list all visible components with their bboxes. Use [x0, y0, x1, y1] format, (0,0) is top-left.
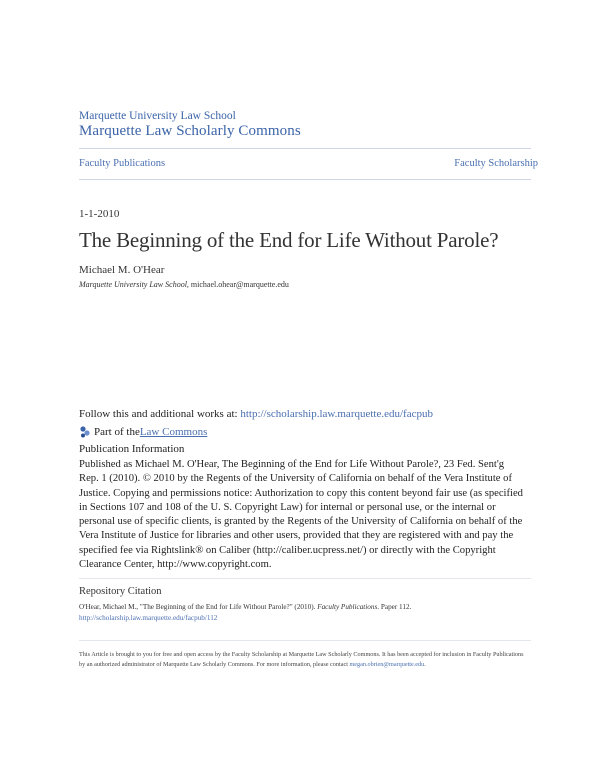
author-affiliation	[79, 280, 289, 289]
footer-text: This Article is brought to you for free and open access by the Faculty Scholarship at Marquette Law Scholarly Commons. It has been accepted for inclusion in Faculty Publications by an authorized administrator of Marquette Law Scholarly Commons. For more information, please contact	[79, 651, 524, 668]
nav-divider	[79, 179, 531, 180]
part-of-label: Part of the	[94, 426, 140, 438]
faculty-publications-link[interactable]: Faculty Publications	[79, 158, 166, 169]
footer-divider	[79, 640, 531, 641]
citation-divider	[79, 578, 531, 579]
affiliation-school: Marquette University Law School	[79, 280, 187, 289]
law-commons-link[interactable]: Law Commons	[139, 426, 208, 438]
publication-date: 1-1-2010	[79, 208, 120, 220]
top-divider	[79, 148, 531, 149]
follow-line	[79, 408, 433, 420]
contact-email-link[interactable]: megan.obrien@marquette.edu	[349, 661, 425, 668]
article-title: The Beginning of the End for Life Without Parole?	[79, 228, 499, 252]
affiliation-email: , michael.ohear@marquette.edu	[186, 280, 289, 289]
author-name: Michael M. O'Hear	[79, 264, 165, 276]
faculty-scholarship-link[interactable]: Faculty Scholarship	[454, 158, 538, 169]
citation-journal: Faculty Publications	[317, 603, 378, 611]
follow-label: Follow this and additional works at:	[79, 408, 241, 420]
repository-citation	[79, 602, 539, 624]
part-of-line	[79, 426, 207, 438]
institution-name[interactable]: Marquette Law Scholarly Commons	[79, 123, 301, 139]
repository-citation-heading: Repository Citation	[79, 586, 162, 597]
publication-info-heading: Publication Information	[79, 443, 185, 455]
follow-url-link[interactable]: http://scholarship.law.marquette.edu/facpub	[240, 408, 433, 420]
citation-tail: . Paper 112.	[377, 603, 412, 611]
publication-info-text: Published as Michael M. O'Hear, The Beginning of the End for Life Without Parole?, 23 Fed. Sent'g Rep. 1 (2010). © 2010 by the Regents of the University of California on behalf of the Vera Institute of Justice. Copying and permissions notice: Authorization to copy this content beyond fair use (as specified in Sections 107 and 108 of the U. S. Copyright Law) for internal or personal use, or the internal or personal use of specific clients, is granted by the Regents of the University of California on behalf of the Vera Institute of Justice for libraries and other users, provided that they are registered with and pay the specified fee via Rightslink® on Caliber (http://caliber.ucpress.net/) or directly with the Copyright Clearance Center, http://www.copyright.com.	[79, 459, 523, 571]
network-icon	[79, 426, 91, 438]
citation-url-link[interactable]: http://scholarship.law.marquette.edu/facpub/112	[79, 614, 218, 622]
citation-text: O'Hear, Michael M., "The Beginning of the End for Life Without Parole?" (2010).	[79, 603, 318, 611]
institution-name-small[interactable]: Marquette University Law School	[79, 110, 236, 122]
footer-end: .	[424, 661, 426, 668]
footer-notice	[79, 650, 525, 670]
